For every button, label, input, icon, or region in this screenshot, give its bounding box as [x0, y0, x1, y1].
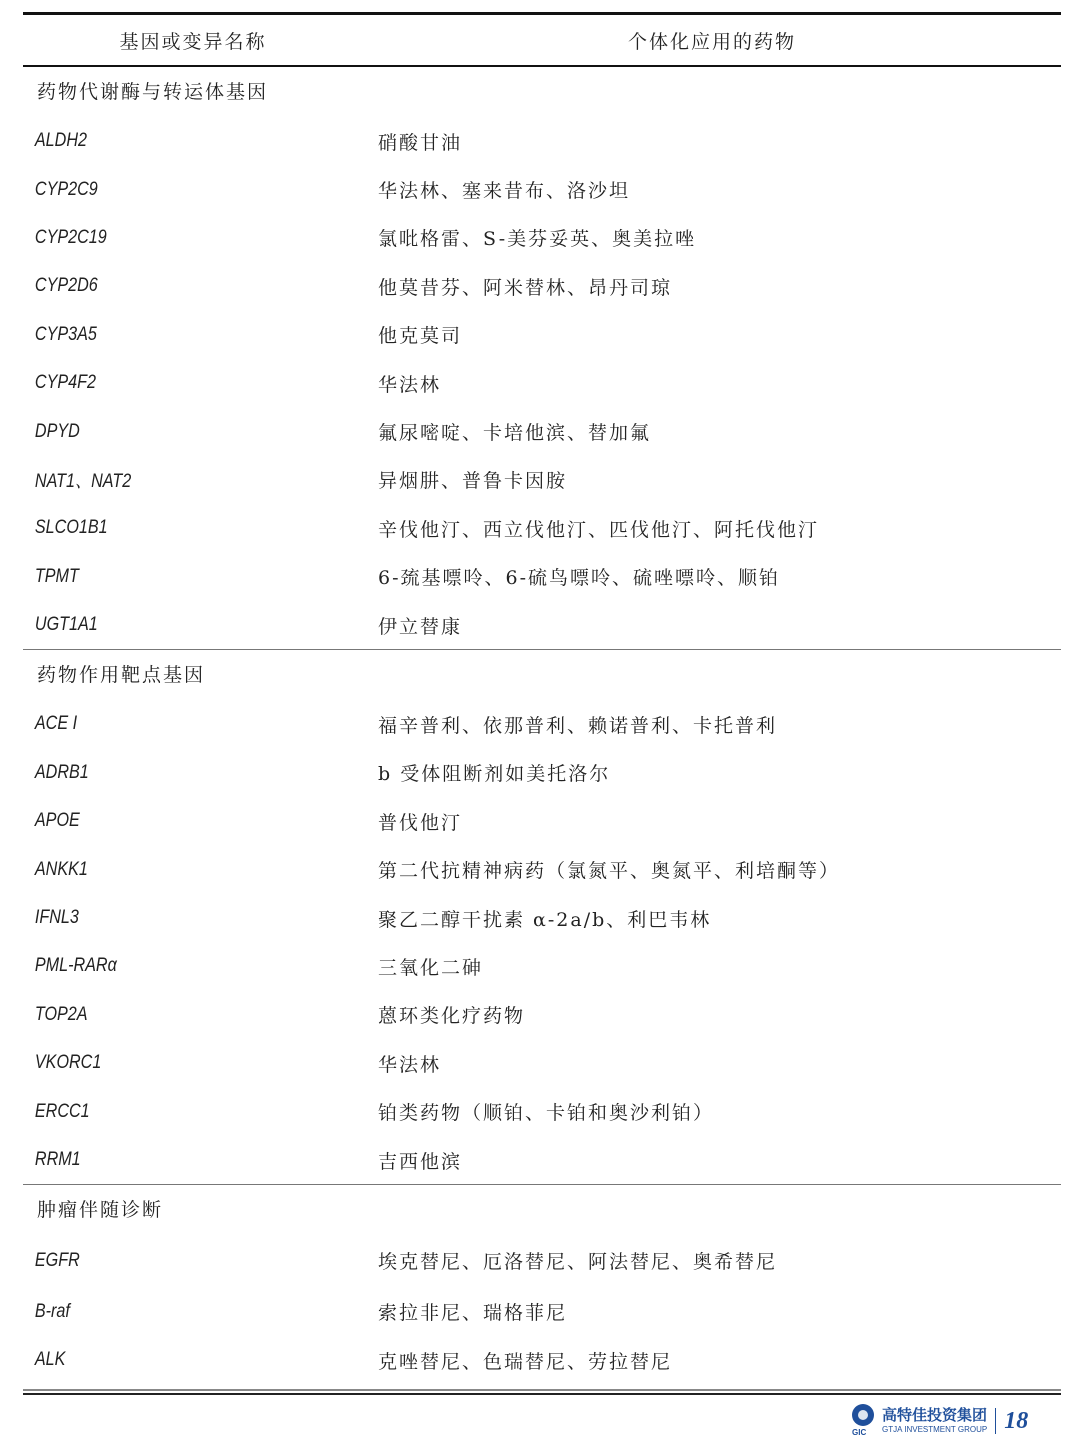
header-gene: 基因或变异名称	[119, 30, 267, 53]
gene-name: DPYD	[34, 420, 80, 442]
gene-name: CYP2C9	[34, 178, 98, 200]
gene-name: SLCO1B1	[34, 517, 108, 539]
gene-name: CYP3A5	[34, 323, 97, 345]
gene-name: IFNL3	[34, 907, 79, 929]
gene-name: NAT1、NAT2	[34, 471, 132, 493]
logo-anniversary: 18	[1004, 1407, 1029, 1434]
drug-list: 克唑替尼、色瑞替尼、劳拉替尼	[378, 1350, 673, 1373]
table-row	[23, 1235, 1061, 1286]
table-row	[23, 359, 1061, 407]
drug-list: 华法林	[378, 1053, 442, 1076]
company-logo	[852, 1404, 1028, 1438]
drug-list: 氯吡格雷、S-美芬妥英、奥美拉唑	[378, 228, 697, 251]
gene-name: CYP2D6	[34, 275, 98, 297]
section-title-oncology: 肿瘤伴随诊断	[37, 1199, 164, 1222]
gene-name: EGFR	[34, 1249, 80, 1271]
gene-name: VKORC1	[34, 1052, 102, 1074]
logo-globe-icon	[852, 1404, 874, 1426]
drug-list: 蒽环类化疗药物	[378, 1005, 526, 1028]
logo-text	[882, 1408, 987, 1434]
bottom-rule	[23, 1389, 1061, 1391]
gene-name: ERCC1	[34, 1100, 90, 1122]
logo-name-en: GTJA INVESTMENT GROUP	[882, 1425, 988, 1434]
drug-list: 铂类药物（顺铂、卡铂和奥沙利铂）	[378, 1102, 715, 1125]
drug-list: 福辛普利、依那普利、赖诺普利、卡托普利	[378, 714, 778, 737]
drug-list: 三氧化二砷	[378, 956, 484, 979]
gene-name: ADRB1	[34, 761, 89, 783]
table-row	[23, 700, 1061, 748]
header-drugs: 个体化应用的药物	[627, 30, 796, 53]
table-row	[23, 117, 1061, 165]
gene-name: ALDH2	[34, 130, 87, 152]
table-row	[23, 456, 1061, 504]
table-row	[23, 845, 1061, 893]
table-row	[23, 407, 1061, 455]
gene-name: CYP4F2	[34, 372, 96, 394]
table-row	[23, 942, 1061, 990]
section-title-targets: 药物作用靶点基因	[37, 664, 206, 687]
table-row	[23, 165, 1061, 213]
table-row	[23, 991, 1061, 1039]
table-row	[23, 311, 1061, 359]
drug-list: 6-巯基嘌呤、6-硫鸟嘌呤、硫唑嘌呤、顺铂	[378, 567, 781, 590]
table-row	[23, 262, 1061, 310]
drug-list: 索拉非尼、瑞格菲尼	[378, 1302, 568, 1325]
gene-name: ACE I	[34, 713, 78, 735]
gene-name: RRM1	[34, 1149, 81, 1170]
logo-divider	[995, 1408, 996, 1434]
gene-name: TOP2A	[34, 1003, 88, 1025]
logo-mark-wrap	[852, 1404, 876, 1438]
table-row	[23, 1136, 1061, 1184]
drug-list: b 受体阻断剂如美托洛尔	[378, 763, 611, 786]
drug-list: 吉西他滨	[378, 1150, 463, 1173]
drug-list: 辛伐他汀、西立伐他汀、匹伐他汀、阿托伐他汀	[378, 518, 820, 541]
table-row	[23, 1039, 1061, 1087]
table-row	[23, 504, 1061, 552]
drug-list: 异烟肼、普鲁卡因胺	[378, 470, 568, 493]
gene-name: PML-RARα	[34, 955, 117, 977]
logo-name-cn: 高特佳投资集团	[882, 1406, 988, 1424]
table-row	[23, 601, 1061, 649]
gene-name: TPMT	[34, 565, 79, 587]
drug-list: 聚乙二醇干扰素 α-2a/b、利巴韦林	[378, 908, 712, 931]
drug-list: 氟尿嘧啶、卡培他滨、替加氟	[378, 422, 652, 445]
bottom-rule-double	[23, 1393, 1061, 1395]
drug-list: 埃克替尼、厄洛替尼、阿法替尼、奥希替尼	[378, 1251, 778, 1274]
gene-name: UGT1A1	[34, 614, 98, 636]
drug-list: 他莫昔芬、阿米替林、昂丹司琼	[378, 276, 673, 299]
section-title-metabolism: 药物代谢酶与转运体基因	[37, 81, 269, 103]
drug-list: 硝酸甘油	[378, 131, 463, 154]
drug-list: 第二代抗精神病药（氯氮平、奥氮平、利培酮等）	[378, 860, 841, 883]
gene-drug-table	[23, 12, 1061, 1395]
gene-name: APOE	[34, 810, 80, 832]
drug-list: 普伐他汀	[378, 811, 463, 834]
table-row	[23, 214, 1061, 262]
table-row	[23, 749, 1061, 797]
table-row	[23, 553, 1061, 601]
drug-list: 伊立替康	[378, 615, 463, 638]
table-row	[23, 1087, 1061, 1135]
table-row	[23, 1337, 1061, 1383]
table-row	[23, 894, 1061, 942]
gene-name: B-raf	[34, 1300, 70, 1322]
table-header	[23, 15, 1061, 65]
gene-name: ANKK1	[34, 858, 88, 880]
table-row	[23, 797, 1061, 845]
gene-name: ALK	[34, 1349, 66, 1371]
table-row	[23, 1286, 1061, 1337]
drug-list: 他克莫司	[378, 325, 463, 348]
gene-name: CYP2C19	[34, 226, 107, 248]
drug-list: 华法林	[378, 373, 442, 396]
logo-mark-text: GIC	[852, 1428, 867, 1437]
drug-list: 华法林、塞来昔布、洛沙坦	[378, 180, 631, 203]
